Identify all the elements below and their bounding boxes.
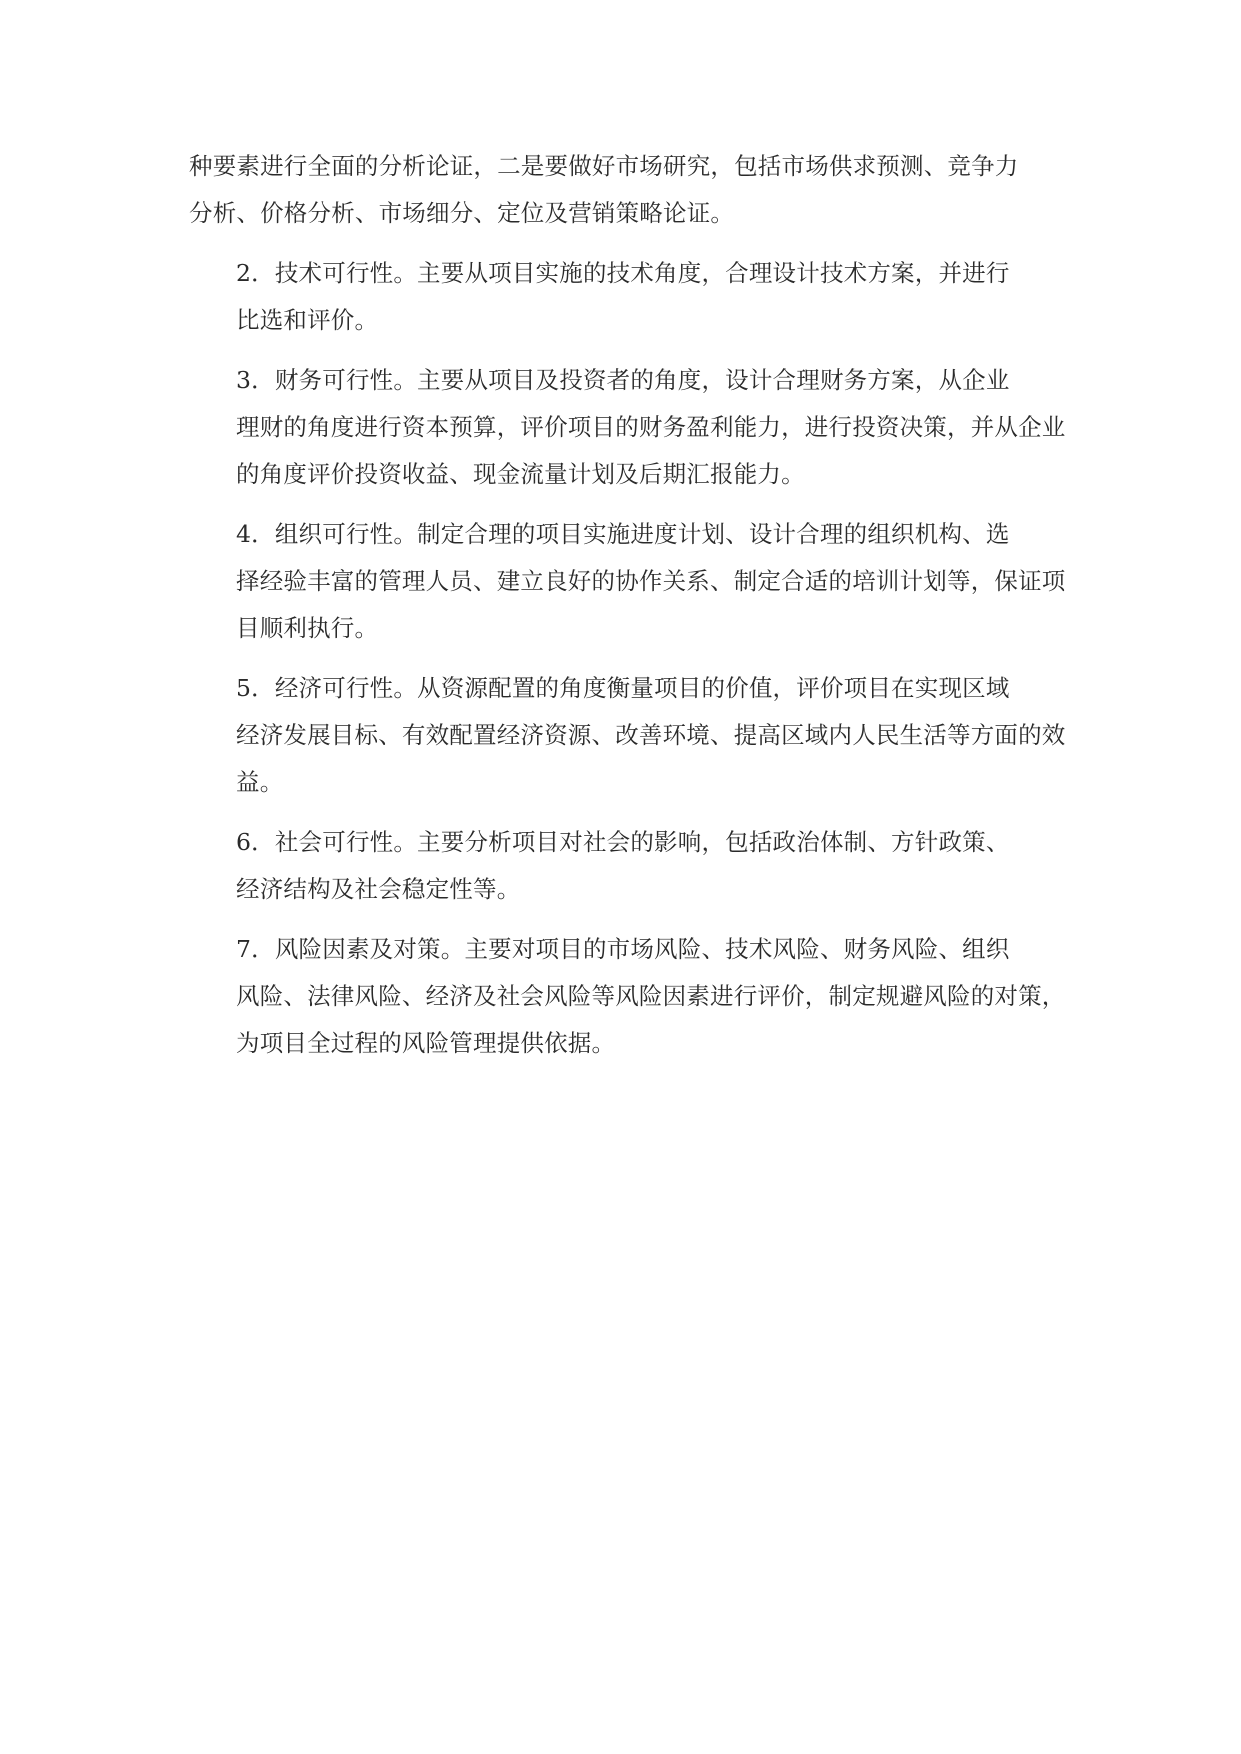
text-line: 6．社会可行性。主要分析项目对社会的影响，包括政治体制、方针政策、	[236, 828, 1010, 856]
text-line: 比选和评价。	[236, 306, 379, 334]
text-line: 种要素进行全面的分析论证，二是要做好市场研究，包括市场供求预测、竞争力	[189, 152, 1019, 180]
text-line: 的角度评价投资收益、现金流量计划及后期汇报能力。	[236, 460, 805, 488]
text-line: 择经验丰富的管理人员、建立良好的协作关系、制定合适的培训计划等，保证项	[236, 567, 1066, 595]
text-line: 2．技术可行性。主要从项目实施的技术角度，合理设计技术方案，并进行	[236, 259, 1010, 287]
text-line: 3．财务可行性。主要从项目及投资者的角度，设计合理财务方案，从企业	[236, 366, 1010, 394]
paragraph-technical-feasibility	[189, 250, 1057, 344]
paragraph-financial-feasibility	[189, 357, 1066, 498]
text-line: 4．组织可行性。制定合理的项目实施进度计划、设计合理的组织机构、选	[236, 520, 1010, 548]
text-line: 益。	[236, 768, 284, 796]
paragraph-market-continued	[189, 143, 1057, 237]
text-line: 理财的角度进行资本预算，评价项目的财务盈利能力，进行投资决策，并从企业	[236, 413, 1066, 441]
text-line: 经济结构及社会稳定性等。	[236, 875, 521, 903]
text-line: 经济发展目标、有效配置经济资源、改善环境、提高区域内人民生活等方面的效	[236, 721, 1066, 749]
text-line: 风险、法律风险、经济及社会风险等风险因素进行评价，制定规避风险的对策，	[236, 982, 1066, 1010]
text-line: 7．风险因素及对策。主要对项目的市场风险、技术风险、财务风险、组织	[236, 935, 1010, 963]
paragraph-organizational-feasibility	[189, 511, 1066, 652]
text-line: 为项目全过程的风险管理提供依据。	[236, 1029, 616, 1057]
paragraph-social-feasibility	[189, 819, 1057, 913]
text-line: 分析、价格分析、市场细分、定位及营销策略论证。	[189, 199, 735, 227]
paragraph-economic-feasibility	[189, 665, 1066, 806]
paragraph-risk-factors	[189, 926, 1066, 1067]
document-body	[189, 143, 1066, 1080]
text-line: 5．经济可行性。从资源配置的角度衡量项目的价值，评价项目在实现区域	[236, 674, 1010, 702]
text-line: 目顺利执行。	[236, 614, 379, 642]
